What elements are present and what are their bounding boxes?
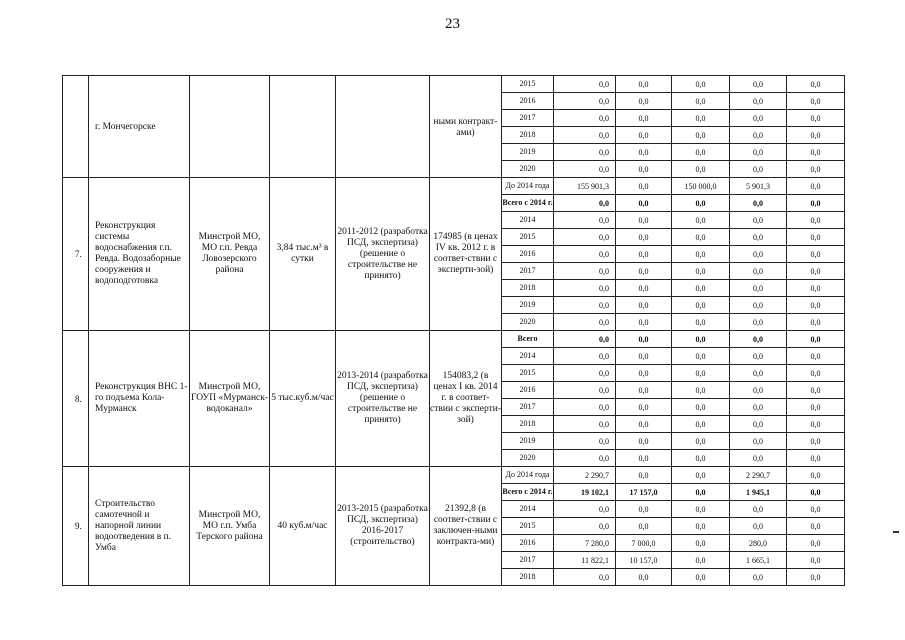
value-cell: 0,0 (672, 348, 730, 365)
object-name: Реконструкция системы водоснабжения г.п. Ревда. Водозаборные сооружения и водоподготовка (89, 178, 190, 331)
value-cell: 0,0 (616, 93, 672, 110)
value-cell: 0,0 (730, 110, 787, 127)
value-cell: 0,0 (672, 161, 730, 178)
capacity-value: 3,84 тыс.м³ в сутки (270, 178, 336, 331)
period-text: 2011-2012 (разработка ПСД, экспертиза) (решение о строительстве не принято) (336, 178, 430, 331)
value-cell: 0,0 (554, 331, 616, 348)
cost-text: 174985 (в ценах IV кв. 2012 г. в соответ-ствии с эксперти-зой) (430, 178, 502, 331)
margin-mark (893, 531, 899, 533)
value-cell: 0,0 (787, 382, 845, 399)
value-cell: 0,0 (672, 535, 730, 552)
cost-text: ными контракт-ами) (430, 76, 502, 178)
value-cell: 0,0 (672, 93, 730, 110)
value-cell: 0,0 (730, 195, 787, 212)
value-cell: 0,0 (787, 365, 845, 382)
value-cell: 0,0 (616, 246, 672, 263)
value-cell: 0,0 (787, 144, 845, 161)
year-cell: 2020 (502, 450, 554, 467)
value-cell: 0,0 (672, 467, 730, 484)
row-number: 7. (63, 178, 89, 331)
value-cell: 0,0 (787, 212, 845, 229)
value-cell: 0,0 (730, 382, 787, 399)
value-cell: 0,0 (616, 280, 672, 297)
value-cell: 0,0 (554, 450, 616, 467)
value-cell: 0,0 (787, 280, 845, 297)
value-cell: 0,0 (730, 348, 787, 365)
page-number: 23 (445, 16, 460, 32)
year-cell: 2014 (502, 348, 554, 365)
table-row (63, 467, 845, 484)
object-name: Реконструкция ВНС 1-го подъема Кола-Мурманск (89, 331, 190, 467)
value-cell: 5 901,3 (730, 178, 787, 195)
value-cell: 0,0 (554, 501, 616, 518)
value-cell: 0,0 (787, 433, 845, 450)
value-cell: 0,0 (554, 195, 616, 212)
year-cell: 2014 (502, 501, 554, 518)
value-cell: 0,0 (672, 263, 730, 280)
value-cell: 0,0 (554, 518, 616, 535)
value-cell: 0,0 (730, 144, 787, 161)
value-cell: 0,0 (730, 93, 787, 110)
year-cell: 2018 (502, 280, 554, 297)
year-cell: 2016 (502, 93, 554, 110)
year-cell: 2017 (502, 263, 554, 280)
value-cell: 0,0 (787, 76, 845, 93)
value-cell: 19 102,1 (554, 484, 616, 501)
value-cell: 0,0 (787, 195, 845, 212)
value-cell: 2 290,7 (554, 467, 616, 484)
table-row (63, 178, 845, 195)
value-cell: 0,0 (554, 229, 616, 246)
year-cell: До 2014 года (502, 178, 554, 195)
value-cell: 0,0 (672, 110, 730, 127)
value-cell: 0,0 (672, 484, 730, 501)
year-cell: 2019 (502, 297, 554, 314)
value-cell: 7 280,0 (554, 535, 616, 552)
year-cell: 2020 (502, 314, 554, 331)
period-text: 2013-2014 (разработка ПСД, экспертиза) (решение о строительстве не принято) (336, 331, 430, 467)
value-cell: 0,0 (787, 416, 845, 433)
customer-name (190, 76, 270, 178)
cost-text: 154083,2 (в ценах I кв. 2014 г. в соответ-ствии с эксперти-зой) (430, 331, 502, 467)
value-cell: 1 665,1 (730, 552, 787, 569)
year-cell: 2015 (502, 365, 554, 382)
year-cell: 2016 (502, 535, 554, 552)
row-number: 9. (63, 467, 89, 586)
value-cell: 0,0 (787, 93, 845, 110)
value-cell: 0,0 (787, 518, 845, 535)
value-cell: 11 822,1 (554, 552, 616, 569)
value-cell: 0,0 (616, 331, 672, 348)
value-cell: 0,0 (672, 297, 730, 314)
value-cell: 0,0 (730, 263, 787, 280)
value-cell: 0,0 (616, 518, 672, 535)
year-cell: 2015 (502, 76, 554, 93)
value-cell: 0,0 (554, 280, 616, 297)
value-cell: 0,0 (616, 229, 672, 246)
value-cell: 0,0 (672, 416, 730, 433)
table-row (63, 331, 845, 348)
value-cell: 7 000,0 (616, 535, 672, 552)
value-cell: 0,0 (730, 161, 787, 178)
value-cell: 0,0 (672, 144, 730, 161)
value-cell: 0,0 (672, 399, 730, 416)
object-name: г. Мончегорске (89, 76, 190, 178)
value-cell: 0,0 (616, 501, 672, 518)
value-cell: 0,0 (616, 348, 672, 365)
value-cell: 0,0 (787, 535, 845, 552)
value-cell: 0,0 (616, 433, 672, 450)
value-cell: 1 945,1 (730, 484, 787, 501)
value-cell: 0,0 (672, 501, 730, 518)
value-cell: 0,0 (554, 399, 616, 416)
value-cell: 0,0 (554, 365, 616, 382)
value-cell: 0,0 (554, 263, 616, 280)
value-cell: 17 157,0 (616, 484, 672, 501)
value-cell: 0,0 (730, 518, 787, 535)
value-cell: 0,0 (730, 127, 787, 144)
value-cell: 0,0 (616, 195, 672, 212)
value-cell: 0,0 (787, 399, 845, 416)
value-cell: 0,0 (616, 76, 672, 93)
value-cell: 0,0 (672, 331, 730, 348)
year-cell: 2015 (502, 229, 554, 246)
value-cell: 0,0 (787, 229, 845, 246)
value-cell: 0,0 (787, 569, 845, 586)
value-cell: 0,0 (787, 246, 845, 263)
value-cell: 0,0 (787, 501, 845, 518)
value-cell: 0,0 (787, 467, 845, 484)
value-cell: 0,0 (554, 297, 616, 314)
value-cell: 0,0 (554, 161, 616, 178)
value-cell: 0,0 (730, 433, 787, 450)
cost-text: 21392,8 (в соответ-ствии с заключен-ными контракта-ми) (430, 467, 502, 586)
value-cell: 0,0 (730, 450, 787, 467)
value-cell: 0,0 (672, 195, 730, 212)
period-text: 2013-2015 (разработка ПСД, экспертиза) 2016-2017 (строительство) (336, 467, 430, 586)
value-cell: 0,0 (616, 569, 672, 586)
year-cell: 2018 (502, 127, 554, 144)
value-cell: 0,0 (554, 246, 616, 263)
value-cell: 0,0 (730, 246, 787, 263)
value-cell: 0,0 (787, 161, 845, 178)
object-name: Строительство самотечной и напорной линии водоотведения в п. Умба (89, 467, 190, 586)
year-cell: 2015 (502, 518, 554, 535)
value-cell: 0,0 (730, 399, 787, 416)
value-cell: 0,0 (787, 127, 845, 144)
year-cell: 2017 (502, 110, 554, 127)
value-cell: 0,0 (616, 399, 672, 416)
value-cell: 10 157,0 (616, 552, 672, 569)
value-cell: 0,0 (730, 569, 787, 586)
customer-name: Минстрой МО, ГОУП «Мурманск-водоканал» (190, 331, 270, 467)
value-cell: 0,0 (616, 212, 672, 229)
value-cell: 0,0 (730, 229, 787, 246)
value-cell: 0,0 (554, 416, 616, 433)
capacity-value (270, 76, 336, 178)
value-cell: 0,0 (616, 263, 672, 280)
value-cell: 0,0 (554, 144, 616, 161)
value-cell: 0,0 (616, 365, 672, 382)
value-cell: 150 000,0 (672, 178, 730, 195)
value-cell: 0,0 (616, 127, 672, 144)
value-cell: 0,0 (616, 382, 672, 399)
customer-name: Минстрой МО, МО г.п. Умба Терского района (190, 467, 270, 586)
value-cell: 0,0 (554, 314, 616, 331)
value-cell: 0,0 (787, 331, 845, 348)
value-cell: 280,0 (730, 535, 787, 552)
value-cell: 0,0 (554, 110, 616, 127)
value-cell: 0,0 (672, 229, 730, 246)
value-cell: 0,0 (730, 280, 787, 297)
value-cell: 0,0 (616, 450, 672, 467)
table-row (63, 76, 845, 93)
value-cell: 0,0 (730, 314, 787, 331)
value-cell: 0,0 (787, 450, 845, 467)
year-cell: 2018 (502, 569, 554, 586)
value-cell: 0,0 (672, 76, 730, 93)
year-cell: 2017 (502, 399, 554, 416)
year-cell: 2019 (502, 433, 554, 450)
value-cell: 0,0 (672, 365, 730, 382)
value-cell: 0,0 (787, 552, 845, 569)
value-cell: 0,0 (787, 110, 845, 127)
value-cell: 0,0 (672, 314, 730, 331)
year-cell: 2020 (502, 161, 554, 178)
year-cell: Всего (502, 331, 554, 348)
value-cell: 0,0 (616, 178, 672, 195)
value-cell: 0,0 (672, 450, 730, 467)
value-cell: 0,0 (672, 552, 730, 569)
value-cell: 0,0 (672, 382, 730, 399)
value-cell: 0,0 (554, 127, 616, 144)
value-cell: 0,0 (787, 314, 845, 331)
year-cell: Всего с 2014 г. (502, 484, 554, 501)
value-cell: 0,0 (616, 297, 672, 314)
value-cell: 0,0 (730, 501, 787, 518)
year-cell: 2019 (502, 144, 554, 161)
value-cell: 0,0 (672, 212, 730, 229)
value-cell: 0,0 (554, 348, 616, 365)
value-cell: 0,0 (672, 433, 730, 450)
value-cell: 0,0 (787, 263, 845, 280)
row-number: 8. (63, 331, 89, 467)
period-text (336, 76, 430, 178)
value-cell: 0,0 (730, 365, 787, 382)
value-cell: 0,0 (672, 569, 730, 586)
investment-table (62, 75, 845, 586)
value-cell: 0,0 (672, 246, 730, 263)
value-cell: 0,0 (787, 348, 845, 365)
value-cell: 0,0 (730, 212, 787, 229)
value-cell: 0,0 (554, 433, 616, 450)
capacity-value: 40 куб.м/час (270, 467, 336, 586)
value-cell: 0,0 (616, 144, 672, 161)
year-cell: 2016 (502, 382, 554, 399)
value-cell: 0,0 (672, 280, 730, 297)
value-cell: 0,0 (730, 76, 787, 93)
value-cell: 0,0 (554, 76, 616, 93)
year-cell: 2018 (502, 416, 554, 433)
value-cell: 0,0 (554, 212, 616, 229)
value-cell: 0,0 (616, 161, 672, 178)
year-cell: 2017 (502, 552, 554, 569)
value-cell: 0,0 (554, 569, 616, 586)
value-cell: 0,0 (616, 467, 672, 484)
value-cell: 0,0 (616, 314, 672, 331)
value-cell: 0,0 (730, 416, 787, 433)
value-cell: 0,0 (616, 416, 672, 433)
value-cell: 0,0 (672, 127, 730, 144)
value-cell: 0,0 (672, 518, 730, 535)
value-cell: 0,0 (616, 110, 672, 127)
capacity-value: 5 тыс.куб.м/час (270, 331, 336, 467)
year-cell: 2014 (502, 212, 554, 229)
value-cell: 2 290,7 (730, 467, 787, 484)
value-cell: 0,0 (554, 382, 616, 399)
year-cell: 2016 (502, 246, 554, 263)
year-cell: До 2014 года (502, 467, 554, 484)
value-cell: 0,0 (787, 178, 845, 195)
row-number (63, 76, 89, 178)
value-cell: 0,0 (730, 297, 787, 314)
value-cell: 155 901,3 (554, 178, 616, 195)
value-cell: 0,0 (787, 484, 845, 501)
year-cell: Всего с 2014 г. (502, 195, 554, 212)
value-cell: 0,0 (554, 93, 616, 110)
value-cell: 0,0 (787, 297, 845, 314)
value-cell: 0,0 (730, 331, 787, 348)
customer-name: Минстрой МО, МО г.п. Ревда Ловозерского района (190, 178, 270, 331)
